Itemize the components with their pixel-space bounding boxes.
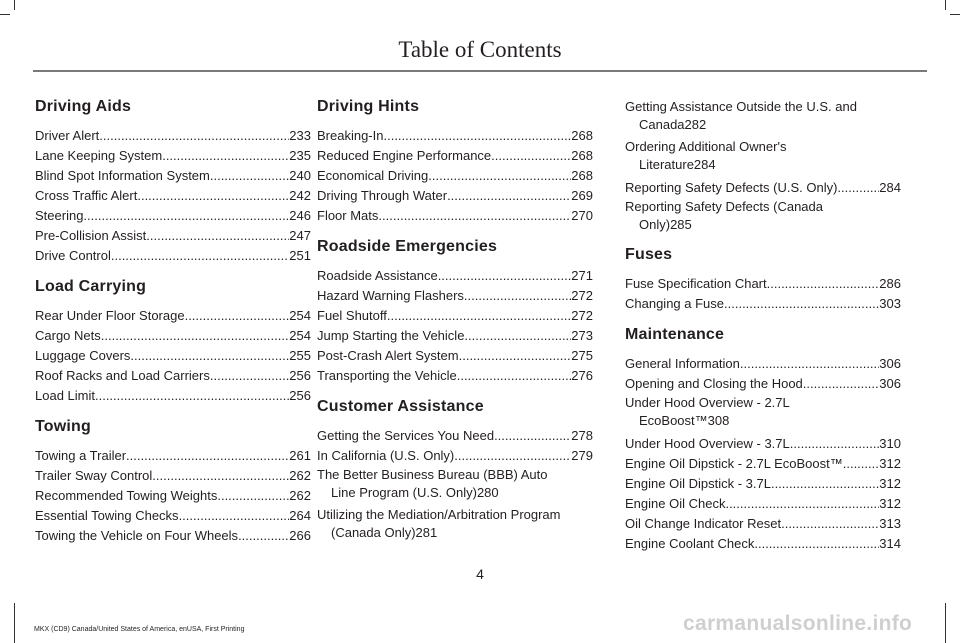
entry-page: 310 <box>879 436 901 451</box>
entry-title: Reduced Engine Performance <box>317 148 492 163</box>
entry-title: Ordering Additional Owner's <box>625 139 787 154</box>
entry-title: Post-Crash Alert System <box>317 348 459 363</box>
entry-page: 278 <box>571 428 593 443</box>
dot-leader <box>459 346 572 366</box>
toc-entry[interactable] <box>35 346 311 366</box>
dot-leader <box>210 166 289 186</box>
entry-title: In California (U.S. Only) <box>317 448 455 463</box>
dot-leader <box>837 178 879 198</box>
entry-page: 262 <box>289 468 311 483</box>
toc-entry[interactable] <box>35 446 311 466</box>
entry-page: 246 <box>289 208 311 223</box>
entry-page: 233 <box>289 128 311 143</box>
toc-entry[interactable] <box>35 226 311 246</box>
entry-title: Oil Change Indicator Reset <box>625 516 782 531</box>
dot-leader <box>740 354 879 374</box>
toc-entry[interactable] <box>625 394 901 430</box>
print-footer: MKX (CD9) Canada/United States of America, enUSA, First Printing <box>34 626 245 633</box>
entry-title: Pre-Collision Assist <box>35 228 147 243</box>
dot-leader <box>494 426 571 446</box>
entry-title: Reporting Safety Defects (U.S. Only) <box>625 180 838 195</box>
entry-title: Essential Towing Checks <box>35 508 179 523</box>
dot-leader <box>162 146 289 166</box>
entry-title: Engine Oil Dipstick - 2.7L EcoBoost™ <box>625 456 843 471</box>
toc-entry[interactable] <box>35 306 311 326</box>
entry-page: 312 <box>879 456 901 471</box>
toc-entry[interactable] <box>35 506 311 526</box>
toc-entry[interactable] <box>625 138 901 174</box>
dot-leader <box>152 466 289 486</box>
entry-page: 247 <box>289 228 311 243</box>
section-heading: Maintenance <box>625 326 725 343</box>
entry-page: 285 <box>670 217 692 232</box>
toc-entry[interactable] <box>317 286 593 306</box>
entry-title: Jump Starting the Vehicle <box>317 328 465 343</box>
dot-leader <box>383 126 571 146</box>
entry-title: Roadside Assistance <box>317 268 438 283</box>
section-heading: Fuses <box>625 246 673 263</box>
toc-entry[interactable] <box>317 446 593 466</box>
entry-title: Engine Oil Check <box>625 496 726 511</box>
toc-section <box>35 98 311 266</box>
entry-title: Economical Driving <box>317 168 429 183</box>
entry-title: The Better Business Bureau (BBB) Auto <box>317 467 548 482</box>
entry-title-continued <box>625 116 901 134</box>
entry-page: 312 <box>879 476 901 491</box>
toc-section <box>625 326 901 554</box>
toc-entry[interactable] <box>35 166 311 186</box>
entry-title: Driving Through Water <box>317 188 448 203</box>
entry-title-line2: (Canada Only) <box>331 525 416 540</box>
page-title: Table of Contents <box>398 37 562 62</box>
crop-mark <box>0 14 10 15</box>
toc-entry[interactable] <box>35 326 311 346</box>
entry-title: Recommended Towing Weights <box>35 488 218 503</box>
dot-leader <box>725 494 879 514</box>
entry-page: 242 <box>289 188 311 203</box>
entry-title: Rear Under Floor Storage <box>35 308 185 323</box>
entry-page: 280 <box>476 485 499 500</box>
entry-page: 313 <box>879 516 901 531</box>
toc-entry[interactable] <box>317 426 593 446</box>
toc-entry[interactable] <box>625 534 901 554</box>
toc-entry[interactable] <box>317 366 593 386</box>
entry-title: Reporting Safety Defects (Canada <box>625 199 823 214</box>
entry-page: 306 <box>879 376 901 391</box>
entry-title: Blind Spot Information System <box>35 168 210 183</box>
dot-leader <box>146 226 289 246</box>
toc-entry[interactable] <box>317 306 593 326</box>
toc-entry[interactable] <box>35 526 311 546</box>
dot-leader <box>387 306 571 326</box>
entry-page: 306 <box>879 356 901 371</box>
toc-entry[interactable] <box>317 326 593 346</box>
entry-page: 284 <box>693 157 716 172</box>
dot-leader <box>95 386 289 406</box>
entry-title: Steering <box>35 208 84 223</box>
toc-section <box>317 238 593 386</box>
dot-leader <box>438 266 572 286</box>
section-heading: Towing <box>35 418 91 435</box>
dot-leader <box>210 366 289 386</box>
watermark: carmanualsonline.info <box>683 612 913 635</box>
entry-title: Getting Assistance Outside the U.S. and <box>625 99 857 114</box>
entry-title: Cargo Nets <box>35 328 101 343</box>
entry-title: Hazard Warning Flashers <box>317 288 464 303</box>
toc-entry[interactable] <box>35 186 311 206</box>
dot-leader <box>843 454 880 474</box>
section-heading: Driving Hints <box>317 98 420 115</box>
page-number: 4 <box>476 566 484 582</box>
entry-page: 268 <box>571 148 593 163</box>
entry-page: 256 <box>289 368 311 383</box>
section-heading: Load Carrying <box>35 278 147 295</box>
entry-title-continued <box>317 524 593 542</box>
toc-entry[interactable] <box>35 366 311 386</box>
entry-page: 284 <box>879 180 901 195</box>
toc-section <box>317 98 593 226</box>
entry-title: Roof Racks and Load Carriers <box>35 368 210 383</box>
entry-title: Load Limit <box>35 388 95 403</box>
entry-title: Opening and Closing the Hood <box>625 376 803 391</box>
dot-leader <box>378 206 571 226</box>
toc-column-3 <box>625 98 901 554</box>
entry-page: 272 <box>571 288 593 303</box>
toc-entry[interactable] <box>317 506 593 542</box>
crop-mark <box>14 0 15 10</box>
dot-leader <box>217 486 289 506</box>
entry-page: 268 <box>571 128 593 143</box>
entry-page: 281 <box>415 525 438 540</box>
toc-entry[interactable] <box>35 126 311 146</box>
section-heading: Driving Aids <box>35 98 132 115</box>
dot-leader <box>457 366 572 386</box>
dot-leader <box>771 474 879 494</box>
entry-title-continued <box>317 484 593 502</box>
toc-entry[interactable] <box>625 98 901 134</box>
entry-title: Engine Oil Dipstick - 3.7L <box>625 476 771 491</box>
dot-leader <box>464 326 571 346</box>
toc-entry[interactable] <box>625 474 901 494</box>
toc-entry[interactable] <box>317 166 593 186</box>
entry-page: 272 <box>571 308 593 323</box>
dot-leader <box>130 346 289 366</box>
entry-page: 273 <box>571 328 593 343</box>
crop-mark <box>950 14 960 15</box>
toc-entry[interactable] <box>35 146 311 166</box>
entry-page: 235 <box>289 148 311 163</box>
entry-page: 269 <box>571 188 593 203</box>
entry-page: 314 <box>879 536 901 551</box>
entry-title: Lane Keeping System <box>35 148 163 163</box>
entry-page: 266 <box>289 528 311 543</box>
entry-page: 262 <box>289 488 311 503</box>
entry-title: Floor Mats <box>317 208 379 223</box>
entry-title: General Information <box>625 356 740 371</box>
entry-title: Getting the Services You Need <box>317 428 495 443</box>
entry-title: Under Hood Overview - 2.7L <box>625 395 790 410</box>
entry-page: 240 <box>289 168 311 183</box>
toc-entry[interactable] <box>35 386 311 406</box>
entry-title-line2: Only) <box>639 217 671 232</box>
dot-leader <box>454 446 571 466</box>
toc-entry[interactable] <box>625 494 901 514</box>
entry-page: 312 <box>879 496 901 511</box>
toc-entry[interactable] <box>35 246 311 266</box>
dot-leader <box>185 306 290 326</box>
entry-title-continued <box>625 412 901 430</box>
entry-title: Breaking-In <box>317 128 384 143</box>
entry-title: Transporting the Vehicle <box>317 368 457 383</box>
toc-section <box>35 418 311 546</box>
dot-leader <box>781 514 879 534</box>
toc-entry[interactable] <box>317 466 593 502</box>
crop-mark <box>14 603 15 643</box>
dot-leader <box>179 506 290 526</box>
title-divider <box>33 70 927 72</box>
entry-title: Changing a Fuse <box>625 296 725 311</box>
toc-entry[interactable] <box>317 146 593 166</box>
toc-entry[interactable] <box>625 274 901 294</box>
toc-section <box>317 398 593 542</box>
dot-leader <box>491 146 571 166</box>
toc-entry[interactable] <box>317 266 593 286</box>
entry-title: Trailer Sway Control <box>35 468 153 483</box>
toc-section <box>625 246 901 314</box>
entry-title: Under Hood Overview - 3.7L <box>625 436 790 451</box>
entry-title: Fuse Specification Chart <box>625 276 767 291</box>
entry-title: Driver Alert <box>35 128 100 143</box>
entry-page: 251 <box>289 248 311 263</box>
dot-leader <box>767 274 880 294</box>
dot-leader <box>137 186 289 206</box>
dot-leader <box>724 294 879 314</box>
dot-leader <box>83 206 289 226</box>
dot-leader <box>803 374 880 394</box>
toc-entry[interactable] <box>317 126 593 146</box>
dot-leader <box>111 246 289 266</box>
dot-leader <box>464 286 571 306</box>
entry-title-line2: Canada <box>639 117 685 132</box>
toc-entry[interactable] <box>317 346 593 366</box>
entry-title: Engine Coolant Check <box>625 536 755 551</box>
entry-title: Towing a Trailer <box>35 448 127 463</box>
toc-entry[interactable] <box>35 466 311 486</box>
entry-page: 308 <box>707 413 730 428</box>
crop-mark <box>945 603 946 643</box>
toc-entry[interactable] <box>625 374 901 394</box>
toc-section <box>625 98 901 234</box>
entry-title: Luggage Covers <box>35 348 131 363</box>
entry-title: Towing the Vehicle on Four Wheels <box>35 528 239 543</box>
entry-page: 268 <box>571 168 593 183</box>
toc-column-2 <box>317 98 593 546</box>
entry-page: 270 <box>571 208 593 223</box>
toc-entry[interactable] <box>625 354 901 374</box>
entry-page: 276 <box>571 368 593 383</box>
dot-leader <box>101 326 290 346</box>
toc-entry[interactable] <box>317 206 593 226</box>
entry-page: 264 <box>289 508 311 523</box>
toc-entry[interactable] <box>625 294 901 314</box>
entry-page: 254 <box>289 308 311 323</box>
entry-page: 303 <box>879 296 901 311</box>
entry-title: Utilizing the Mediation/Arbitration Program <box>317 507 561 522</box>
dot-leader <box>754 534 879 554</box>
toc-entry[interactable] <box>35 206 311 226</box>
dot-leader <box>238 526 289 546</box>
toc-entry[interactable] <box>35 486 311 506</box>
entry-title: Drive Control <box>35 248 111 263</box>
entry-title-line2: Literature <box>639 157 694 172</box>
toc-entry[interactable] <box>625 454 901 474</box>
section-heading: Customer Assistance <box>317 398 484 415</box>
entry-title-continued <box>625 216 901 234</box>
entry-title: Cross Traffic Alert <box>35 188 138 203</box>
toc-column-1 <box>35 98 311 546</box>
toc-entry[interactable] <box>625 434 901 454</box>
entry-page: 261 <box>289 448 311 463</box>
toc-entry[interactable] <box>317 186 593 206</box>
entry-page: 286 <box>879 276 901 291</box>
dot-leader <box>447 186 571 206</box>
toc-entry[interactable] <box>625 198 901 234</box>
dot-leader <box>428 166 571 186</box>
entry-page: 275 <box>571 348 593 363</box>
entry-page: 271 <box>571 268 593 283</box>
entry-title-line2: Line Program (U.S. Only) <box>331 485 477 500</box>
toc-entry[interactable] <box>625 514 901 534</box>
entry-page: 282 <box>684 117 707 132</box>
entry-page: 256 <box>289 388 311 403</box>
entry-page: 279 <box>571 448 593 463</box>
dot-leader <box>126 446 289 466</box>
entry-page: 254 <box>289 328 311 343</box>
toc-section <box>35 278 311 406</box>
entry-title: Fuel Shutoff <box>317 308 387 323</box>
entry-title-line2: EcoBoost™ <box>639 413 708 428</box>
crop-mark <box>945 0 946 10</box>
entry-title-continued <box>625 156 901 174</box>
entry-page: 255 <box>289 348 311 363</box>
dot-leader <box>790 434 880 454</box>
dot-leader <box>99 126 289 146</box>
section-heading: Roadside Emergencies <box>317 238 498 255</box>
toc-entry[interactable] <box>625 178 901 198</box>
